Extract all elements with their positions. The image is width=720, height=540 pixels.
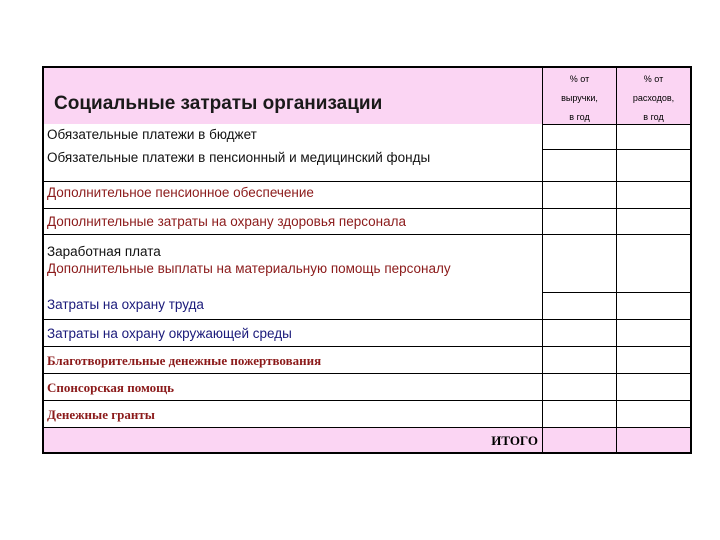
table-row — [44, 125, 690, 149]
row-label: Обязательные платежи в бюджет — [47, 127, 257, 142]
table-row — [44, 347, 690, 373]
row-label: Благотворительные денежные пожертвования — [47, 352, 322, 368]
row-label: Затраты на охрану окружающей среды — [47, 325, 292, 341]
expenses-cell — [617, 150, 690, 181]
revenue-cell — [542, 320, 617, 346]
col-expenses-header-line: расходов, — [632, 93, 675, 103]
col-revenue-header-line: выручки, — [561, 93, 598, 103]
expenses-cell — [617, 293, 690, 319]
revenue-total-cell — [542, 428, 617, 452]
social-costs-table — [42, 66, 692, 454]
expenses-cell — [617, 125, 690, 149]
expenses-cell — [617, 401, 690, 427]
row-label: Денежные гранты — [47, 406, 155, 422]
col-revenue-header-line: в год — [569, 112, 590, 122]
table-row — [44, 293, 690, 319]
expenses-cell — [617, 347, 690, 373]
col-expenses-header — [617, 68, 690, 124]
expenses-cell — [617, 209, 690, 234]
total-label: ИТОГО — [44, 428, 542, 452]
table-row — [44, 401, 690, 427]
expenses-cell — [617, 320, 690, 346]
col-expenses-header-line: в год — [643, 112, 664, 122]
revenue-cell — [542, 293, 617, 319]
header-row — [44, 68, 690, 124]
row-label: Спонсорская помощь — [47, 379, 174, 395]
revenue-cell — [542, 235, 617, 260]
table-row — [44, 235, 690, 260]
row-label: Дополнительное пенсионное обеспечение — [47, 185, 314, 200]
total-row — [44, 428, 690, 452]
row-label: Дополнительные выплаты на материальную помощь персоналу — [47, 261, 451, 276]
table-row — [44, 209, 690, 234]
revenue-cell — [542, 150, 617, 181]
table-title: Социальные затраты организации — [44, 68, 542, 124]
revenue-cell — [542, 374, 617, 400]
col-revenue-header — [542, 68, 617, 124]
table-row — [44, 320, 690, 346]
expenses-cell — [617, 260, 690, 292]
revenue-cell — [542, 401, 617, 427]
table-row — [44, 182, 690, 208]
revenue-cell — [542, 347, 617, 373]
revenue-cell — [542, 125, 617, 149]
row-label: Дополнительные затраты на охрану здоровья персонала — [47, 214, 406, 229]
row-label: Заработная плата — [47, 244, 161, 259]
col-revenue-header-line: % от — [569, 74, 590, 84]
table-row — [44, 150, 690, 181]
revenue-cell — [542, 209, 617, 234]
row-label: Затраты на охрану труда — [47, 297, 204, 312]
table-row — [44, 374, 690, 400]
expenses-cell — [617, 182, 690, 208]
revenue-cell — [542, 260, 617, 292]
expenses-total-cell — [617, 428, 690, 452]
expenses-cell — [617, 235, 690, 260]
col-expenses-header-line: % от — [643, 74, 664, 84]
revenue-cell — [542, 182, 617, 208]
expenses-cell — [617, 374, 690, 400]
row-label: Обязательные платежи в пенсионный и медицинский фонды — [47, 150, 431, 165]
table-row — [44, 260, 690, 292]
